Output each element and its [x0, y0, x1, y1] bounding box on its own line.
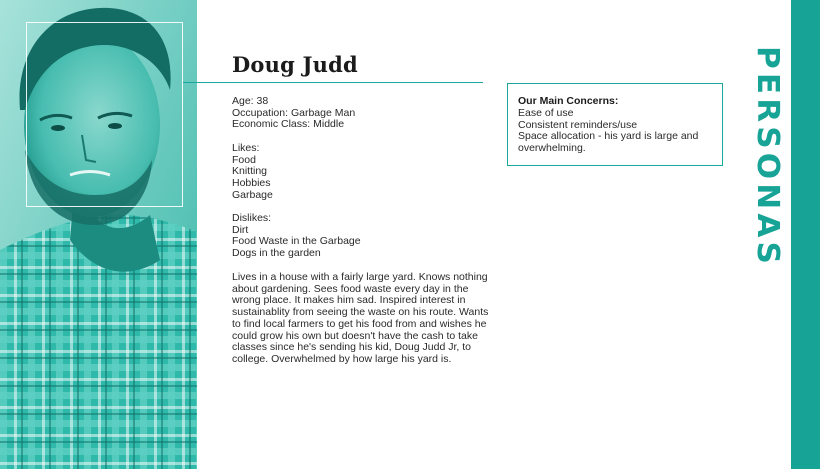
persona-bio: Lives in a house with a fairly large yard. Knows nothing about gardening. Sees food waste every day in the wrong place. It makes him sad. Inspired interest in sustainablity from seeing the waste on his route. Wants to find local farmers to get his food from and wishes he could grow his own but doesn't have the cash to take classes since he's sending his kid, Doug Judd Jr, to college. Overwhelmed by how large his yard is. [232, 271, 489, 365]
concern-item: Ease of use [518, 106, 574, 119]
concerns-title: Our Main Concerns: [518, 95, 619, 107]
section-title: PERSONAS [750, 46, 785, 261]
likes-item: Hobbies [232, 177, 271, 190]
basic-info [232, 96, 355, 131]
concern-item: Consistent reminders/use [518, 118, 638, 131]
likes-item: Garbage [232, 188, 273, 201]
concern-item: Space allocation - his yard is large and overwhelming. [518, 130, 699, 155]
likes-heading: Likes: [232, 142, 260, 154]
section-title-svg [738, 38, 798, 278]
economic-class: Economic Class: Middle [232, 118, 345, 131]
dislikes-heading: Dislikes: [232, 212, 272, 224]
likes-item: Food [232, 153, 256, 166]
dislikes-item: Food Waste in the Garbage [232, 235, 361, 248]
dislikes-item: Dogs in the garden [232, 247, 321, 260]
photo-frame [26, 22, 183, 207]
likes-list [232, 143, 273, 202]
concerns-box [507, 83, 723, 166]
dislikes-list [232, 213, 361, 260]
likes-item: Knitting [232, 165, 268, 178]
occupation: Occupation: Garbage Man [232, 106, 356, 119]
age: Age: 38 [232, 95, 269, 107]
persona-name: Doug Judd [232, 52, 358, 77]
dislikes-item: Dirt [232, 223, 249, 236]
name-underline [183, 82, 483, 83]
